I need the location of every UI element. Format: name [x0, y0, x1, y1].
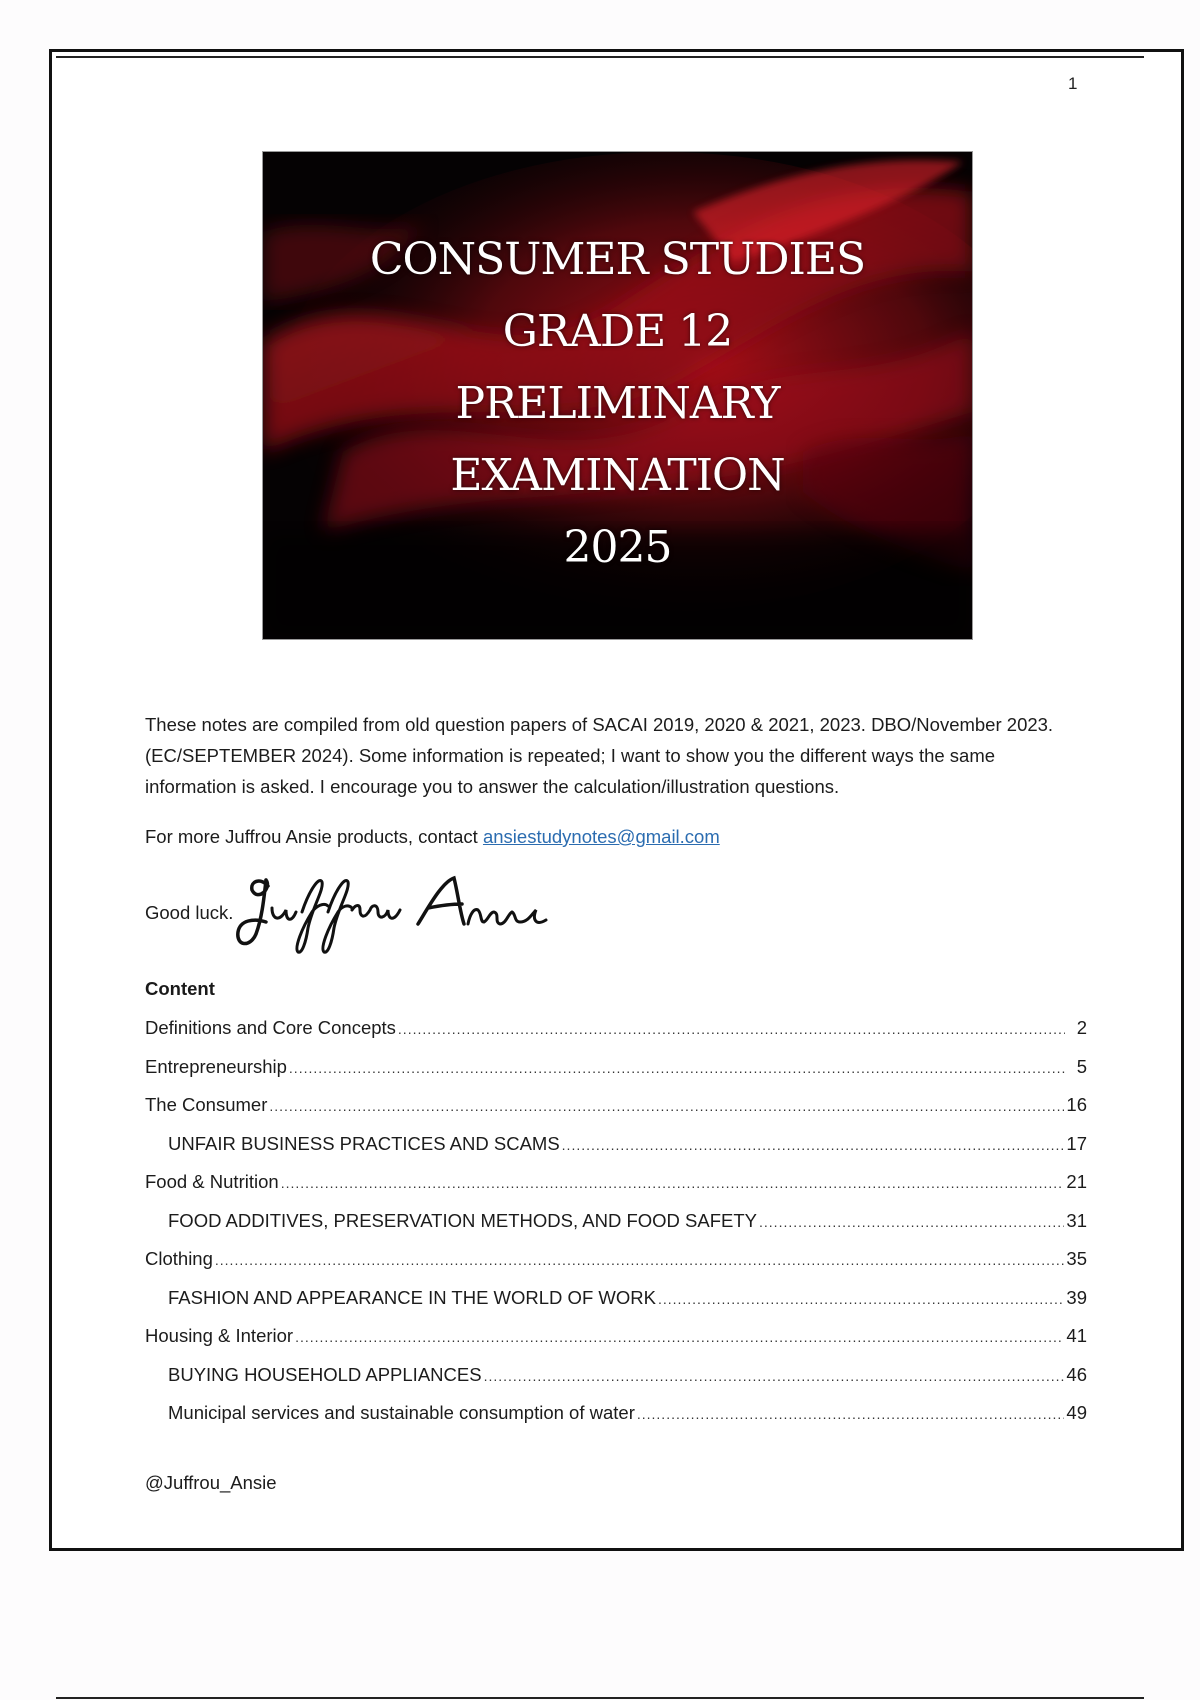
toc-entry-page: 39 — [1066, 1286, 1087, 1308]
toc-leader — [289, 1060, 1065, 1076]
cover-title-line: CONSUMER STUDIES — [369, 234, 866, 285]
toc-leader — [484, 1368, 1065, 1384]
toc-entry-label: Municipal services and sustainable consumption of water — [168, 1402, 635, 1423]
toc-leader — [295, 1329, 1064, 1345]
author-handle: @Juffrou_Ansie — [145, 1472, 277, 1493]
toc-entry-label: The Consumer — [145, 1094, 268, 1115]
signature-image — [232, 868, 552, 958]
toc-leader — [269, 1098, 1064, 1114]
cover-title-line: PRELIMINARY — [455, 378, 780, 429]
contents-heading: Content — [145, 978, 215, 999]
top-rule — [56, 56, 1144, 58]
toc-subentry[interactable] — [145, 1210, 1087, 1249]
toc-entry-page: 41 — [1066, 1325, 1087, 1346]
toc-entry[interactable] — [145, 1017, 1087, 1056]
contact-email-link[interactable]: ansiestudynotes@gmail.com — [482, 826, 720, 847]
cover-image — [262, 151, 973, 640]
toc-entry-label: Definitions and Core Concepts — [145, 1017, 396, 1038]
toc-entry-label: BUYING HOUSEHOLD APPLIANCES — [168, 1363, 482, 1385]
toc-entry-label: Housing & Interior — [145, 1325, 294, 1346]
toc-leader — [281, 1175, 1065, 1191]
cover-title-line: EXAMINATION — [450, 450, 785, 501]
table-of-contents — [145, 1017, 1087, 1441]
toc-entry[interactable] — [145, 1171, 1087, 1210]
bottom-rule — [56, 1697, 1144, 1699]
toc-leader — [562, 1137, 1065, 1153]
contact-line — [145, 821, 1080, 852]
toc-entry-label: Entrepreneurship — [145, 1055, 287, 1077]
toc-entry-page: 46 — [1066, 1363, 1087, 1385]
toc-subentry[interactable] — [145, 1287, 1087, 1326]
cover-title-line: GRADE 12 — [502, 306, 733, 357]
page-number: 1 — [1068, 74, 1078, 93]
toc-leader — [759, 1214, 1064, 1230]
toc-entry-page: 49 — [1066, 1402, 1087, 1423]
toc-entry-page: 35 — [1066, 1248, 1087, 1269]
toc-entry-label: FOOD ADDITIVES, PRESERVATION METHODS, AND FOOD SAFETY — [168, 1209, 758, 1231]
cover-title-line: 2025 — [563, 522, 672, 573]
toc-entry[interactable] — [145, 1248, 1087, 1287]
toc-leader — [398, 1021, 1065, 1037]
toc-subentry[interactable] — [145, 1133, 1087, 1172]
toc-leader — [658, 1291, 1064, 1307]
toc-subentry[interactable] — [145, 1402, 1087, 1441]
toc-leader — [215, 1252, 1065, 1268]
toc-entry-label: FASHION AND APPEARANCE IN THE WORLD OF WORK — [168, 1286, 656, 1308]
toc-entry-page: 5 — [1076, 1055, 1087, 1077]
toc-entry[interactable] — [145, 1325, 1087, 1364]
cover-title — [263, 224, 972, 584]
toc-entry-page: 17 — [1066, 1132, 1087, 1154]
toc-entry[interactable] — [145, 1056, 1087, 1095]
toc-entry-page: 31 — [1066, 1209, 1087, 1231]
toc-leader — [637, 1406, 1065, 1422]
toc-entry-page: 2 — [1076, 1017, 1087, 1038]
toc-entry-label: Food & Nutrition — [145, 1171, 279, 1192]
toc-entry-label: Clothing — [145, 1248, 213, 1269]
toc-entry-page: 21 — [1066, 1171, 1087, 1192]
toc-subentry[interactable] — [145, 1364, 1087, 1403]
contact-prefix: For more Juffrou Ansie products, contact — [145, 826, 483, 847]
toc-entry-page: 16 — [1066, 1094, 1087, 1115]
intro-paragraph: These notes are compiled from old question papers of SACAI 2019, 2020 & 2021, 2023. DBO/November 2023. (EC/SEPTEMBER 2024). Some information is repeated; I want to show you the different ways the same information is asked. I encourage you to answer the calculation/illustration questions. — [145, 714, 1054, 797]
toc-entry-label: UNFAIR BUSINESS PRACTICES AND SCAMS — [168, 1132, 560, 1154]
toc-entry[interactable] — [145, 1094, 1087, 1133]
good-luck-text: Good luck. — [145, 902, 234, 923]
